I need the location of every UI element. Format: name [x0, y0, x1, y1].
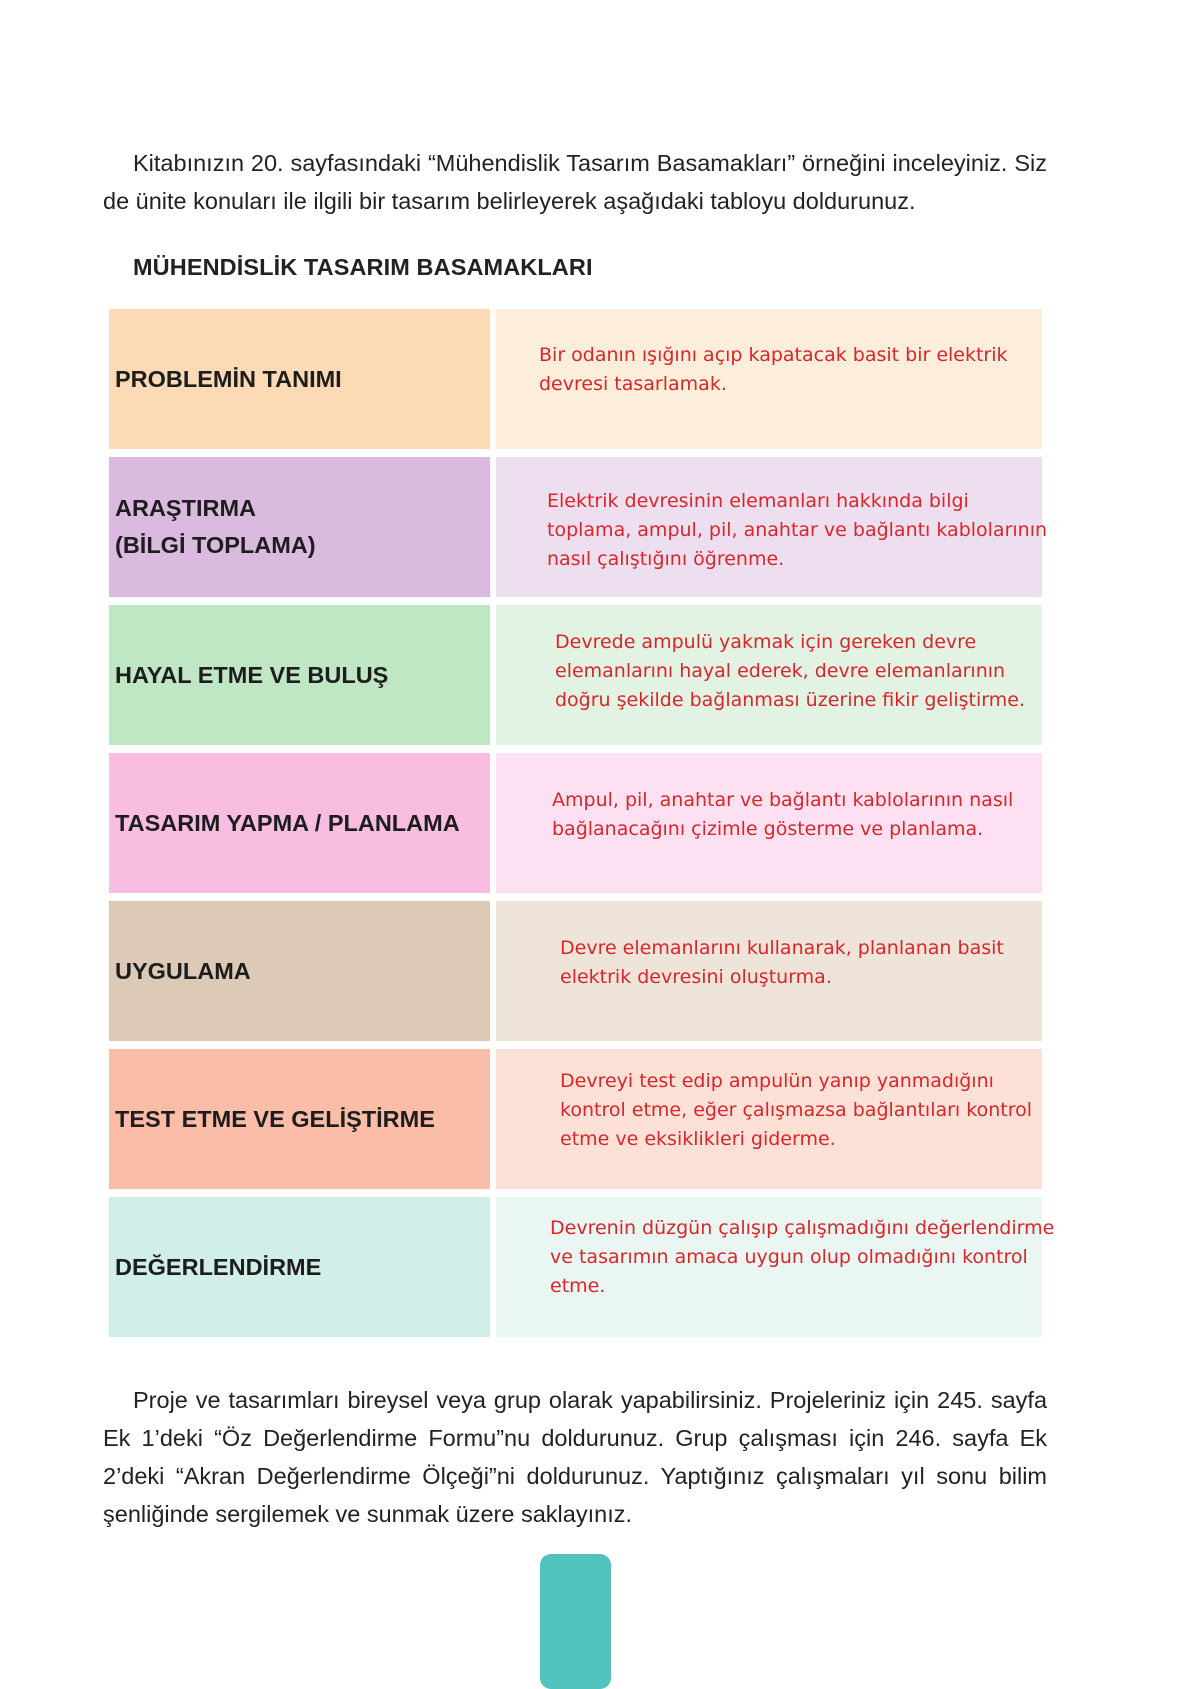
- answer-line: elemanlarını hayal ederek, devre elemanlarının: [555, 660, 1006, 682]
- intro-line: Siz de ünite konuları ile ilgili bir tasarım belirleyerek aşağıdaki tabloyu doldurunuz.: [103, 150, 1047, 214]
- answer-cell: [496, 1049, 1042, 1189]
- intro-paragraph: [103, 144, 1047, 220]
- answer-cell: [496, 605, 1042, 745]
- answer-cell: [496, 457, 1048, 597]
- answer-text: [539, 341, 1099, 399]
- answer-text: [552, 786, 1112, 844]
- outro-line: Proje ve tasarımları bireysel veya grup olarak yapabilirsiniz. Projeleriniz için 245.: [133, 1387, 983, 1413]
- answer-line: Elektrik devresinin elemanları hakkında bilgi: [547, 490, 969, 512]
- step-label-cell: [109, 309, 490, 449]
- answer-line: Bir odanın ışığını açıp kapatacak basit bir elektrik: [539, 344, 1008, 366]
- step-label-cell: [109, 901, 490, 1041]
- step-label: UYGULAMA: [115, 957, 251, 984]
- outro-line: sayfa Ek 2’deki “Akran Değerlendirme Ölçeği”ni doldurunuz. Yaptığınız çalışmaları yıl: [103, 1425, 1048, 1489]
- step-label: TEST ETME VE GELİŞTİRME: [115, 1105, 435, 1132]
- answer-line: devresi tasarlamak.: [539, 373, 727, 395]
- answer-line: Devrede ampulü yakmak için gereken devre: [555, 631, 977, 653]
- answer-line: Ampul, pil, anahtar ve bağlantı kablolarının nasıl: [552, 789, 1014, 811]
- step-label: HAYAL ETME VE BULUŞ: [115, 661, 389, 688]
- step-label: ARAŞTIRMA: [115, 495, 256, 521]
- answer-line: Devre elemanlarını kullanarak, planlanan basit: [560, 937, 1004, 959]
- answer-cell: [496, 1197, 1055, 1337]
- step-label: PROBLEMİN TANIMI: [115, 365, 342, 392]
- step-label-cell: [109, 457, 490, 597]
- step-label: TASARIM YAPMA / PLANLAMA: [115, 809, 460, 836]
- outro-line: sonu bilim şenliğinde sergilemek ve sunmak üzere saklayınız.: [103, 1463, 1048, 1527]
- step-label: (BİLGİ TOPLAMA): [115, 532, 316, 558]
- outro-paragraph: [103, 1381, 1047, 1533]
- answer-cell: [496, 901, 1042, 1041]
- answer-line: etme.: [550, 1275, 606, 1297]
- answer-line: elektrik devresini oluşturma.: [560, 966, 832, 988]
- answer-cell: [496, 309, 1042, 449]
- answer-text: [547, 487, 1107, 574]
- answer-line: kontrol etme, eğer çalışmazsa bağlantıları kontrol: [560, 1099, 1032, 1121]
- table-heading: MÜHENDİSLİK TASARIM BASAMAKLARI: [133, 254, 593, 280]
- answer-cell: [496, 753, 1042, 893]
- answer-line: etme ve eksiklikleri giderme.: [560, 1128, 836, 1150]
- page-number-tab: [540, 1554, 611, 1689]
- answer-line: doğru şekilde bağlanması üzerine fikir geliştirme.: [555, 689, 1025, 711]
- answer-line: bağlanacağını çizimle gösterme ve planlama.: [552, 818, 984, 840]
- answer-line: Devrenin düzgün çalışıp çalışmadığını değerlendirme: [550, 1217, 1055, 1239]
- answer-line: toplama, ampul, pil, anahtar ve bağlantı kablolarının: [547, 519, 1048, 541]
- intro-line: Kitabınızın 20. sayfasındaki “Mühendislik Tasarım Basamakları” örneğini inceleyiniz.: [133, 150, 1008, 176]
- step-label-cell: [109, 605, 490, 745]
- step-label-cell: [109, 1197, 490, 1337]
- answer-text: [550, 1214, 1110, 1301]
- answer-text: [560, 1067, 1120, 1154]
- answer-line: ve tasarımın amaca uygun olup olmadığını kontrol: [550, 1246, 1028, 1268]
- answer-text: [560, 934, 1120, 992]
- outro-line: sayfa Ek 1’deki “Öz Değerlendirme Formu”nu doldurunuz. Grup çalışması için 246.: [103, 1387, 1048, 1451]
- answer-line: Devreyi test edip ampulün yanıp yanmadığını: [560, 1070, 994, 1092]
- step-label-cell: [109, 753, 490, 893]
- step-label: DEĞERLENDİRME: [115, 1253, 322, 1280]
- answer-text: [555, 628, 1115, 715]
- step-label-cell: [109, 1049, 490, 1189]
- answer-line: nasıl çalıştığını öğrenme.: [547, 548, 785, 570]
